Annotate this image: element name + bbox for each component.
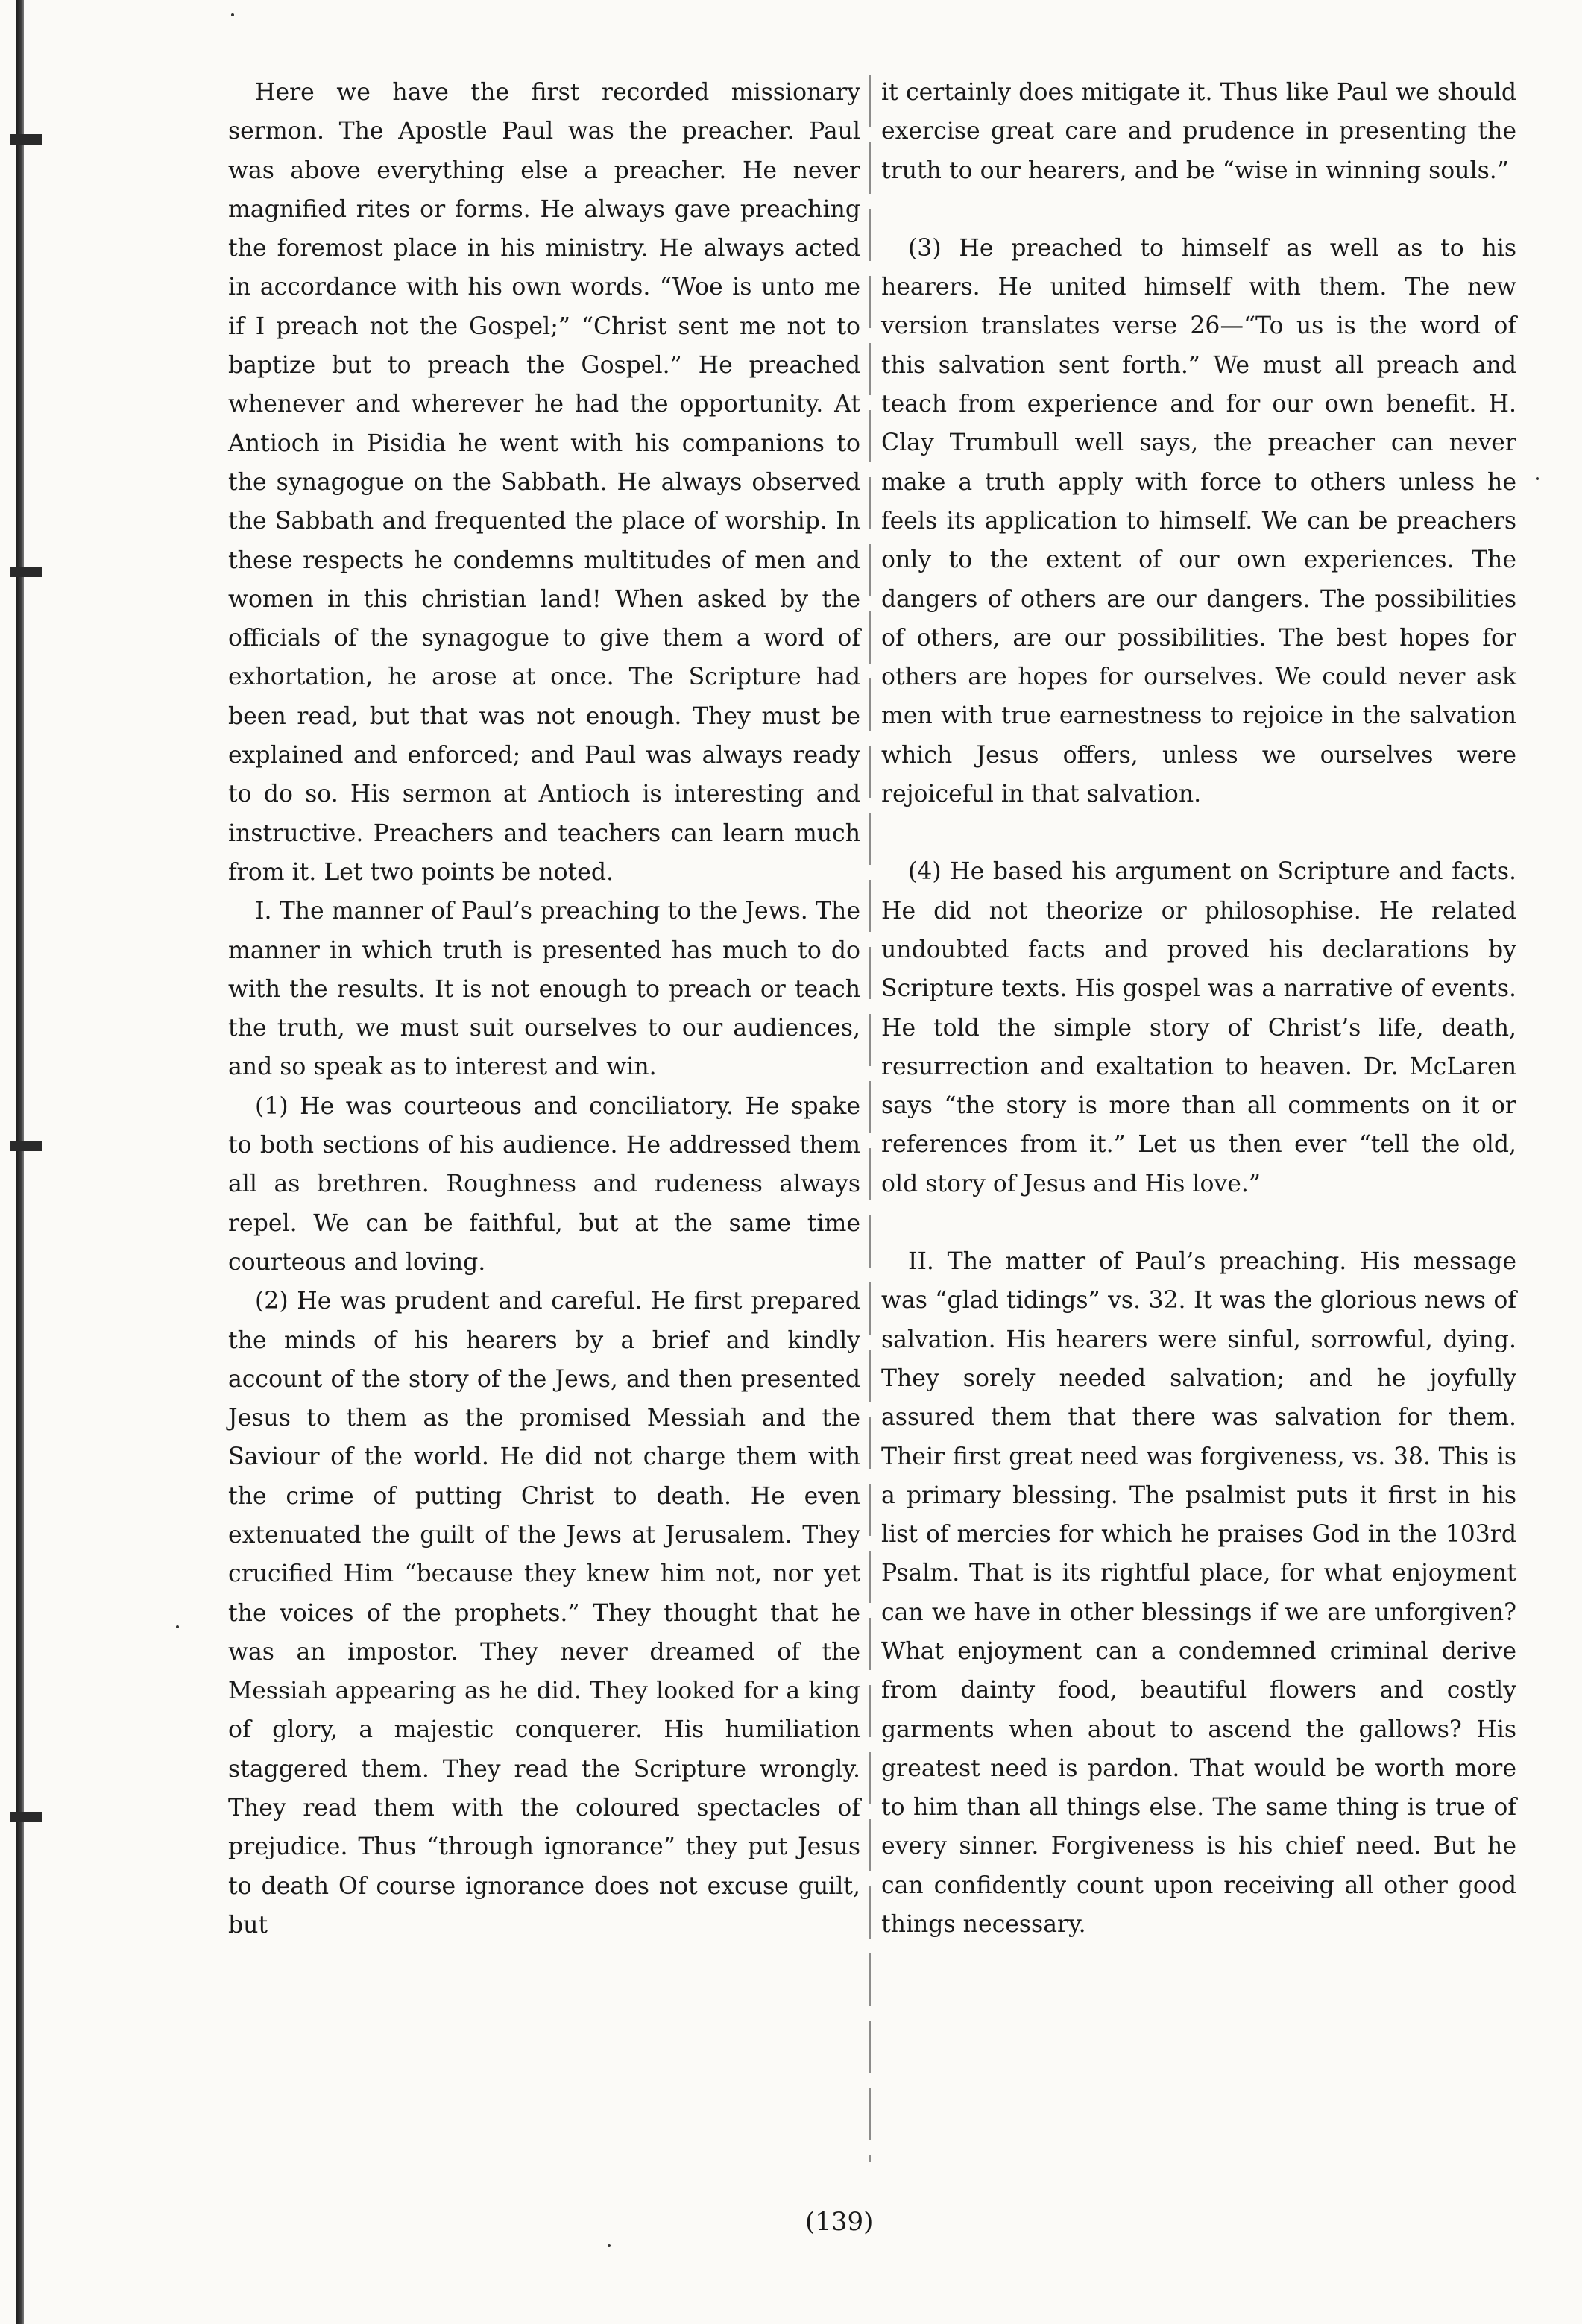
paragraph-point-2: (2) He was prudent and careful. He first prepared the minds of his hearers by a brief and kindly account of the story of the Jews, and then presented Jesus to them as the promised Messiah and the Saviour of the world. He did not charge them with the crime of putting Christ to death. He even extenuated the guilt of the Jews at Jerusalem. They crucified Him “because they knew him not, nor yet the voices of the prophets.” They thought that he was an impostor. They never dreamed of the Messiah appearing as he did. They looked for a king of glory, a majestic conquerer. His humiliation staggered them. They read the Scripture wrongly. They read them with the coloured spectacles of prejudice. Thus “through ignorance” they put Jesus to death Of course ignorance does not excuse guilt, but	[228, 1288, 860, 1939]
page-number: (139)	[805, 2207, 874, 2237]
column-divider	[869, 75, 871, 2162]
binding-mark	[10, 567, 42, 577]
print-speck	[176, 1625, 179, 1628]
paragraph-continued: it certainly does mitigate it. Thus like Paul we should exercise great care and prudence in presenting the truth to our hearers, and be “wise in winning souls.”	[881, 79, 1516, 184]
paragraph-matter: II. The matter of Paul’s preaching. His message was “glad tidings” vs. 32. It was the glorious news of salvation. His hearers were sinful, sorrowful, dying. They sorely needed salvation; and he joyfully assured them that there was salvation for them. Their first great need was forgiveness, vs. 38. This is a primary blessing. The psalmist puts it first in his list of mercies for which he praises God in the 103rd Psalm. That is its rightful place, for what enjoyment can we have in other blessings if we are unforgiven? What enjoyment can a condemned criminal derive from dainty food, beautiful flowers and costly garments when about to ascend the gallows? His greatest need is pardon. That would be worth more to him than all things else. The same thing is true of every sinner. Forgiveness is his chief need. But he can confidently count upon receiving all other good things necessary.	[881, 1248, 1516, 1939]
paragraph-manner: I. The manner of Paul’s preaching to the Jews. The manner in which truth is presented has much to do with the results. It is not enough to preach or teach the truth, we must suit ourselves to our audiences, and so speak as to interest and win.	[228, 898, 860, 1081]
print-speck	[231, 13, 234, 16]
binding-edge	[16, 0, 24, 2324]
paragraph-point-3: (3) He preached to himself as well as to his hearers. He united himself with them. The new version translates verse 26—“To us is the word of this salvation sent forth.” We must all preach and teach from experience and for our own benefit. H. Clay Trumbull well says, the preacher can never make a truth apply with force to others unless he feels its application to himself. We can be preachers only to the extent of our own experiences. The dangers of others are our dangers. The possibilities of others, are our possibilities. The best hopes for others are hopes for ourselves. We could never ask men with true earnestness to rejoice in the salvation which Jesus offers, unless we ourselves were rejoiceful in that salvation.	[881, 234, 1516, 808]
print-speck	[608, 2244, 611, 2247]
paragraph-point-1: (1) He was courteous and conciliatory. He spake to both sections of his audience. He addressed them all as brethren. Roughness and rudeness always repel. We can be faithful, but at the same time courteous and loving.	[228, 1092, 860, 1276]
print-speck	[1536, 477, 1539, 480]
binding-mark	[10, 134, 42, 145]
binding-mark	[10, 1141, 42, 1151]
left-column	[228, 73, 860, 1944]
binding-mark	[10, 1812, 42, 1822]
right-column	[881, 73, 1516, 1944]
paragraph-point-4: (4) He based his argument on Scripture and facts. He did not theorize or philosophise. He related undoubted facts and proved his declarations by Scripture texts. His gospel was a narrative of events. He told the simple story of Christ’s life, death, resurrection and exaltation to heaven. Dr. McLaren says “the story is more than all comments on it or references from it.” Let us then ever “tell the old, old story of Jesus and His love.”	[881, 858, 1516, 1197]
paragraph-intro: Here we have the first recorded missionary sermon. The Apostle Paul was the preacher. Paul was above everything else a preacher. He never magnified rites or forms. He always gave preaching the foremost place in his ministry. He always acted in accordance with his own words. “Woe is unto me if I preach not the Gospel;” “Christ sent me not to baptize but to preach the Gospel.” He preached whenever and wherever he had the opportunity. At Antioch in Pisidia he went with his companions to the synagogue on the Sabbath. He always observed the Sabbath and frequented the place of worship. In these respects he condemns multitudes of men and women in this christian land! When asked by the officials of the synagogue to give them a word of exhortation, he arose at once. The Scripture had been read, but that was not enough. They must be explained and enforced; and Paul was always ready to do so. His sermon at Antioch is interesting and instructive. Preachers and teachers can learn much from it. Let two points be noted.	[228, 79, 860, 886]
